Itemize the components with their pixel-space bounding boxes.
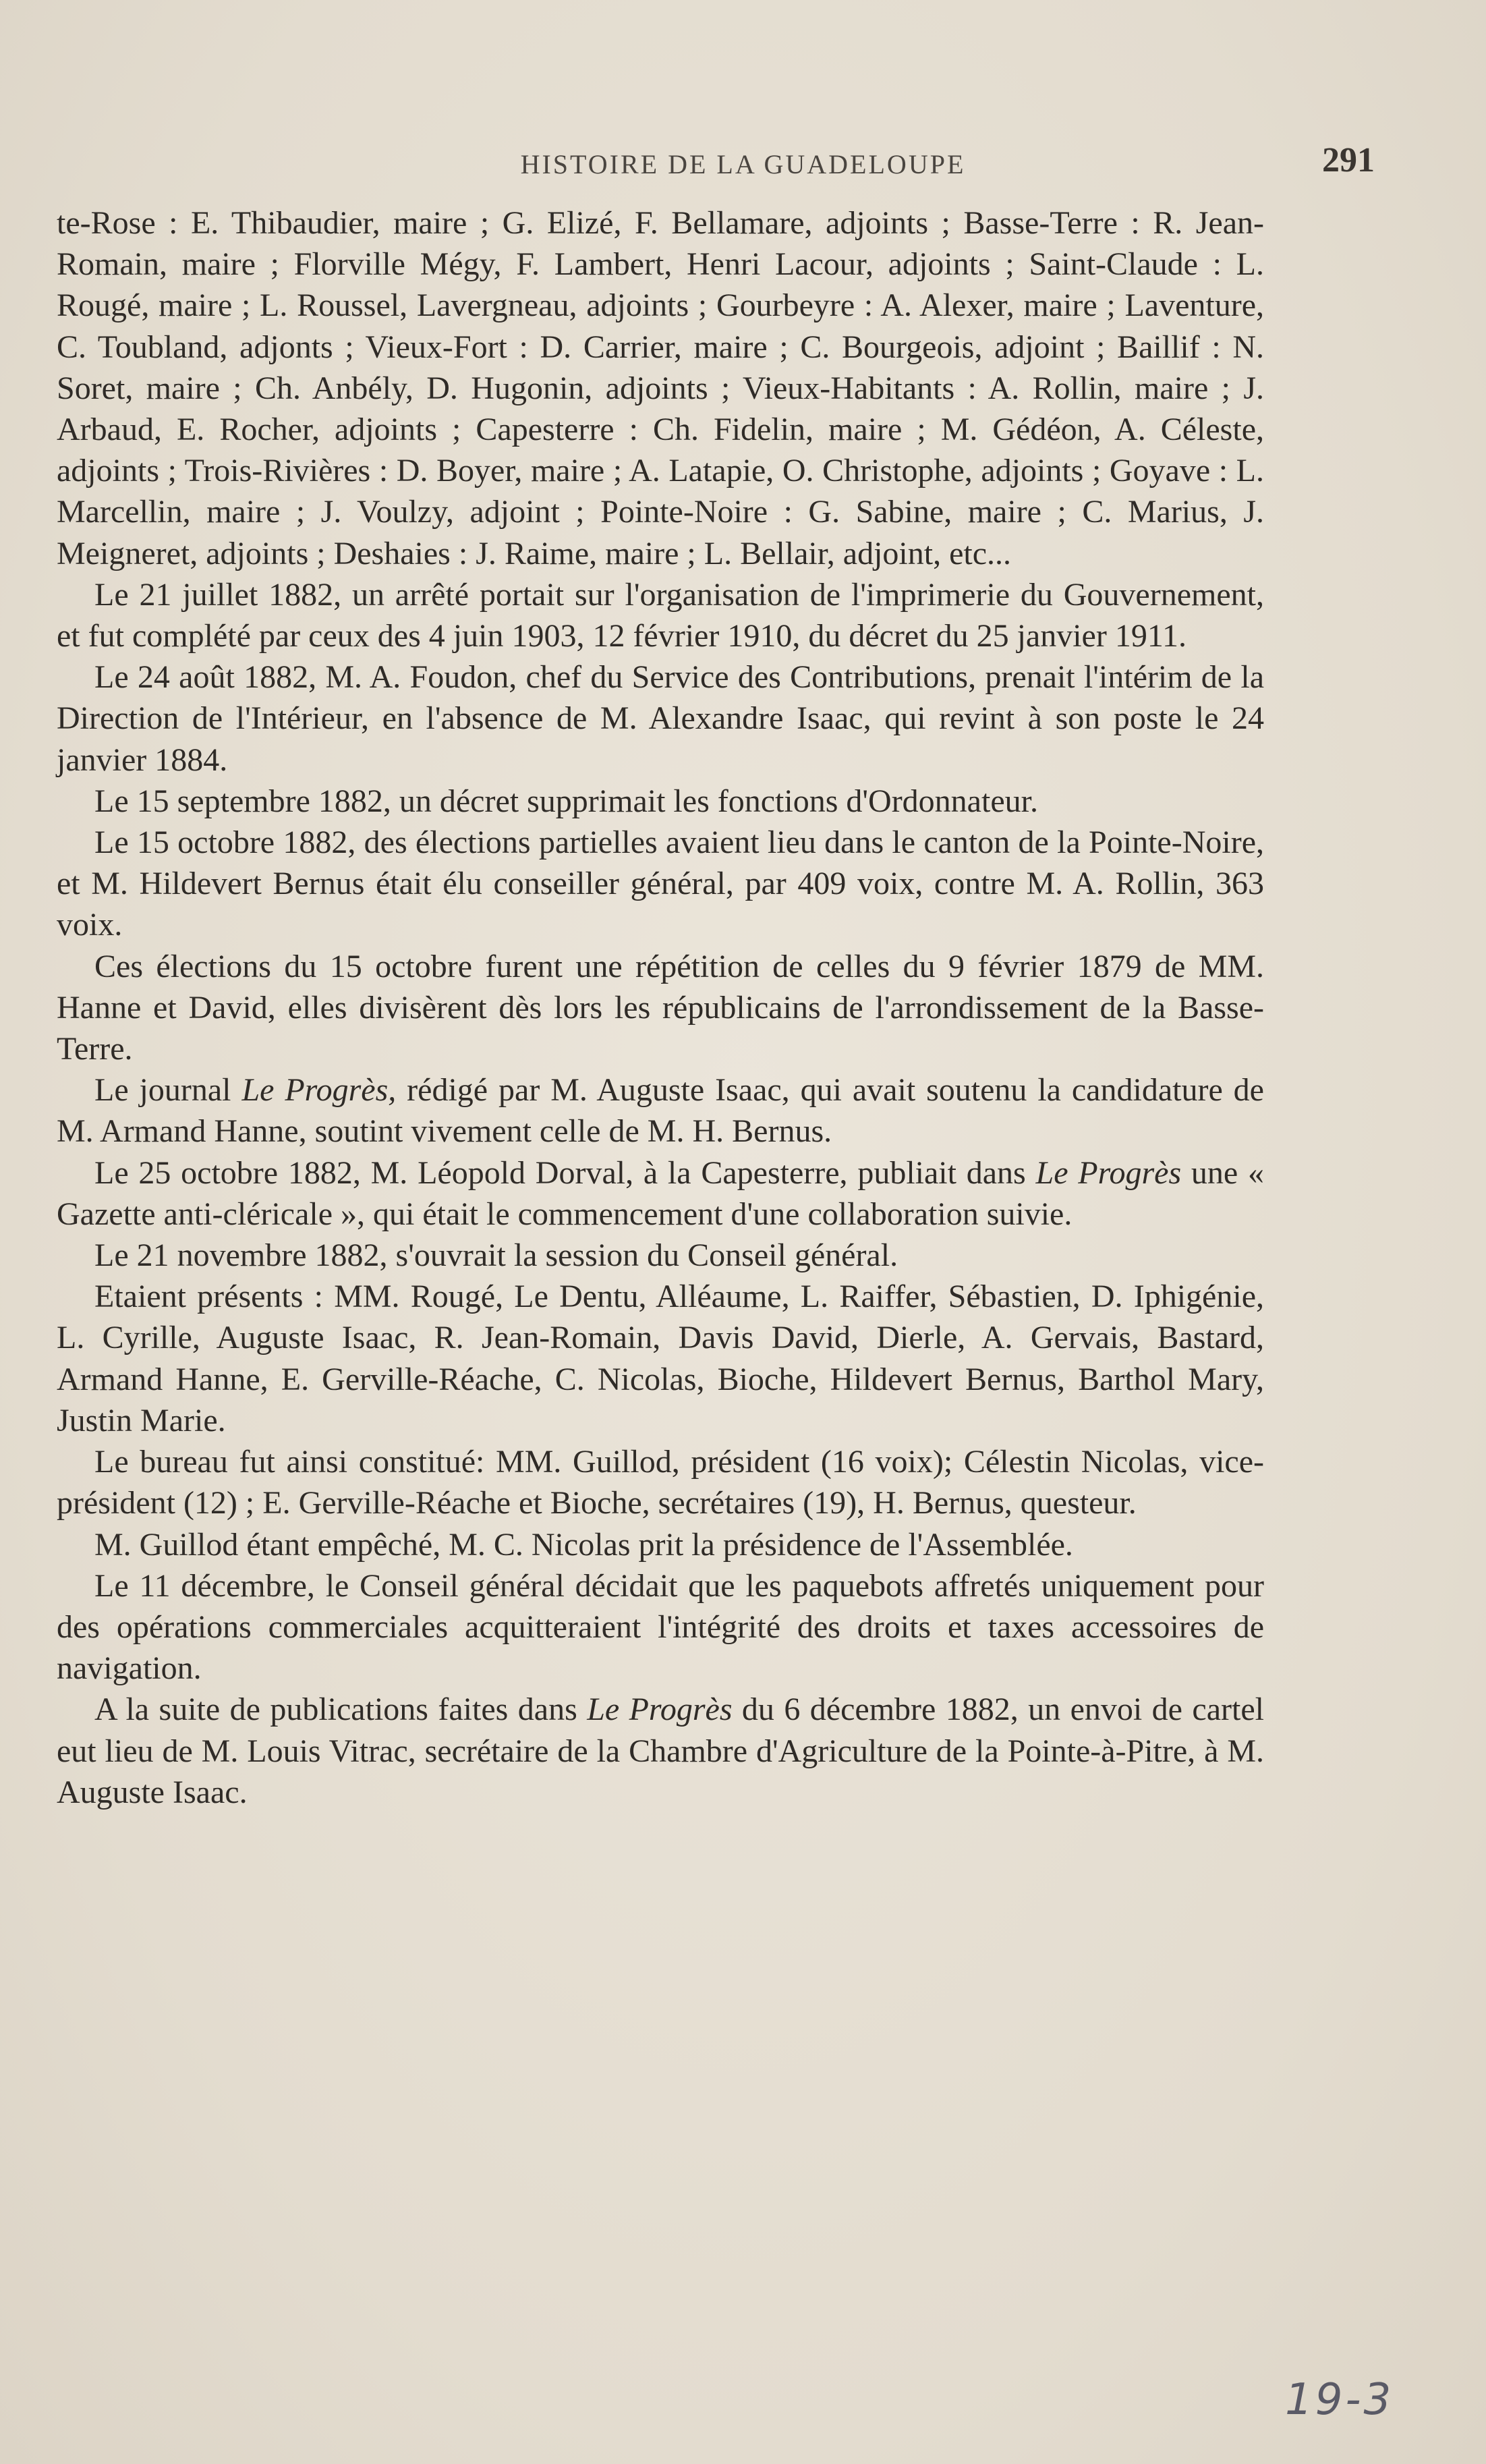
text-run: A la suite de publications faites dans — [94, 1691, 588, 1728]
paragraph: Le 21 novembre 1882, s'ouvrait la session du Conseil général. — [94, 1237, 898, 1274]
newspaper-title: Le Progrès, — [241, 1072, 397, 1109]
paragraph: Le 11 décembre, le Conseil général décidait que les paquebots affretés uniquement pour des opérations commerciales acquitteraient l'intégrité des droits et taxes accessoires de navigation. — [57, 1567, 1264, 1687]
text-run: une « Gazette anti-cléricale », qui était le commencement d'une collaboration suivie. — [57, 1154, 1264, 1232]
paragraph-municipal-list: te-Rose : E. Thibaudier, maire ; G. Elizé, F. Bellamare, adjoints ; Basse-Terre : R. Jean-Romain, maire ; Florville Mégy, F. Lambert, Henri Lacour, adjoints ; Saint-Claude : L. Rougé, maire ; L. Roussel, Lavergneau, adjoints ; Gourbeyre : A. Alexer, maire ; Laventure, C. Toubland, adjonts ; Vieux-Fort : D. Carrier, maire ; C. Bourgeois, adjoint ; Baillif : N. Soret, maire ; Ch. Anbély, D. Hugonin, adjoints ; Vieux-Habitants : A. Rollin, maire ; J. Arbaud, E. Rocher, adjoints ; Capesterre : Ch. Fidelin, maire ; M. Gédéon, A. Céleste, adjoints ; Trois-Rivières : D. Boyer, maire ; A. Latapie, O. Christophe, adjoints ; Goyave : L. Marcellin, maire ; J. Voulzy, adjoint ; Pointe-Noire : G. Sabine, maire ; C. Marius, J. Meigneret, adjoints ; Deshaies : J. Raime, maire ; L. Bellair, adjoint, etc... — [57, 205, 1264, 571]
paragraph: Ces élections du 15 octobre furent une répétition de celles du 9 février 1879 de MM. Hanne et David, elles divisèrent dès lors les républicains de l'arrondissement de la Basse-Terre. — [57, 948, 1264, 1067]
text-run: du 6 décembre 1882, un envoi de cartel eut lieu de M. Louis Vitrac, secrétaire de la Chambre d'Agriculture de la Pointe-à-Pitre, à M. Auguste Isaac. — [57, 1691, 1264, 1810]
archive-reference-annotation: 19-3 — [1285, 2375, 1394, 2425]
page-number: 291 — [1322, 141, 1375, 179]
paragraph: Le 21 juillet 1882, un arrêté portait sur l'organisation de l'imprimerie du Gouvernement, et fut complété par ceux des 4 juin 1903, 12 février 1910, du décret du 25 janvier 1911. — [57, 576, 1264, 654]
paragraph: Le bureau fut ainsi constitué: MM. Guillod, président (16 voix); Célestin Nicolas, vice-président (12) ; E. Gerville-Réache et Bioche, secrétaires (19), H. Bernus, questeur. — [57, 1444, 1264, 1521]
paragraph: Le 24 août 1882, M. A. Foudon, chef du Service des Contributions, prenait l'intérim de la Direction de l'Intérieur, en l'absence de M. Alexandre Isaac, qui revint à son poste le 24 janvier 1884. — [57, 659, 1264, 778]
paragraph: Le 15 septembre 1882, un décret supprimait les fonctions d'Ordonnateur. — [94, 783, 1038, 819]
paragraph: M. Guillod étant empêché, M. C. Nicolas prit la présidence de l'Assemblée. — [94, 1526, 1073, 1563]
paragraph: Le 15 octobre 1882, des élections partielles avaient lieu dans le canton de la Pointe-Noire, et M. Hildevert Bernus était élu conseiller général, par 409 voix, contre M. A. Rollin, 363 voix. — [57, 824, 1264, 943]
body-text — [57, 202, 1264, 1813]
paragraph: Etaient présents : MM. Rougé, Le Dentu, Alléaume, L. Raiffer, Sébastien, D. Iphigénie, L. Cyrille, Auguste Isaac, R. Jean-Romain, Davis David, Dierle, A. Gervais, Bastard, Armand Hanne, E. Gerville-Réache, C. Nicolas, Bioche, Hildevert Bernus, Barthol Mary, Justin Marie. — [57, 1279, 1264, 1438]
text-run: Le journal — [94, 1072, 242, 1109]
newspaper-title: Le Progrès — [587, 1691, 733, 1728]
text-run: rédigé par M. Auguste Isaac, qui avait soutenu la candidature de M. Armand Hanne, soutint vivement celle de M. H. Bernus. — [57, 1072, 1264, 1150]
newspaper-title: Le Progrès — [1035, 1154, 1182, 1191]
paragraph — [57, 1069, 1264, 1152]
text-run: Le 25 octobre 1882, M. Léopold Dorval, à la Capesterre, publiait dans — [94, 1154, 1036, 1191]
paragraph — [57, 1689, 1264, 1813]
running-title: HISTOIRE DE LA GUADELOUPE — [520, 149, 966, 179]
paragraph — [57, 1152, 1264, 1235]
